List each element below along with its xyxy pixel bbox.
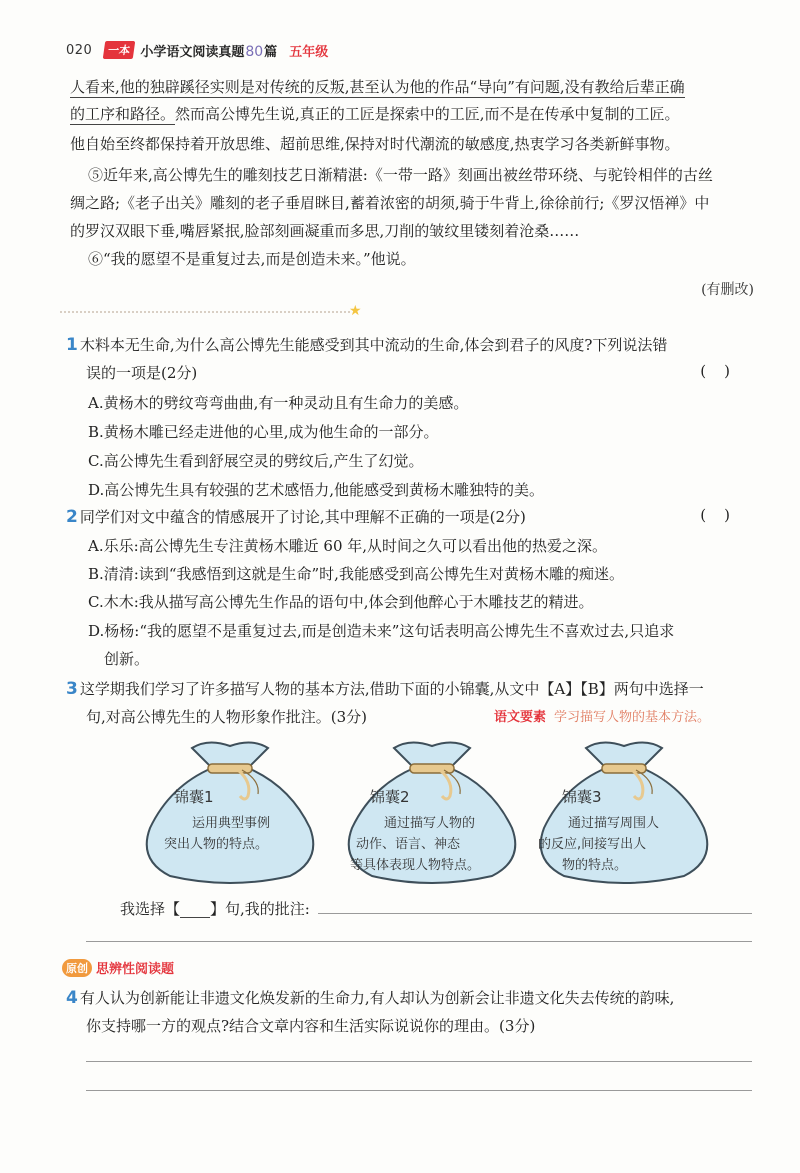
page-number: 020	[66, 42, 93, 58]
star-icon: ★	[349, 303, 362, 319]
section-divider	[60, 311, 350, 313]
tip-bag-2	[332, 736, 532, 884]
underlined-text: 人看来,他的独辟蹊径实则是对传统的反叛,甚至认为他的作品“导向”有问题,没有教给后辈正确	[70, 78, 685, 96]
requirement-note	[494, 706, 710, 725]
question-2-stem	[66, 506, 526, 528]
question-3-stem	[66, 678, 704, 700]
question-number: 4	[66, 988, 78, 1008]
option-c: C.木木:我从描写高公博先生作品的语句中,体会到他醉心于木雕技艺的精进。	[88, 593, 594, 611]
option-d: D.杨杨:“我的愿望不是重复过去,而是创造未来”这句话表明高公博先生不喜欢过去,只追求	[88, 622, 675, 640]
question-text: 木料本无生命,为什么高公博先生能感受到其中流动的生命,体会到君子的风度?下列说法错	[79, 336, 668, 354]
question-4-stem-2: 你支持哪一方的观点?结合文章内容和生活实际说说你的理由。(3分)	[86, 1017, 536, 1035]
tip-bag-1	[130, 736, 330, 884]
question-number: 2	[66, 507, 78, 527]
answer-line[interactable]	[86, 1090, 752, 1091]
tip-bag-3	[524, 736, 724, 884]
option-c: C.高公博先生看到舒展空灵的劈纹后,产生了幻觉。	[88, 452, 424, 470]
answer-line[interactable]	[86, 1061, 752, 1062]
choice-blank[interactable]	[180, 903, 210, 918]
requirement-tag: 语文要素	[494, 710, 547, 725]
grade-label: 五年级	[289, 44, 329, 60]
passage-line	[70, 220, 579, 242]
series-prefix: 小学语文阅读真题	[140, 44, 245, 60]
question-number: 1	[66, 335, 78, 355]
bag-title: 锦囊3	[562, 788, 602, 806]
passage-text: 绸之路;《老子出关》雕刻的老子垂眉眯目,蓄着浓密的胡须,骑于牛背上,徐徐前行;《罗汉悟禅》中	[70, 194, 710, 212]
passage-text: ⑤近年来,高公博先生的雕刻技艺日渐精湛:《一带一路》刻画出被丝带环绕、与驼铃相伴的古丝	[88, 166, 713, 184]
option-a: A.黄杨木的劈纹弯弯曲曲,有一种灵动且有生命力的美感。	[88, 394, 469, 412]
option-d: D.高公博先生具有较强的艺术感悟力,他能感受到黄杨木雕独特的美。	[88, 481, 545, 499]
series-count: 80	[245, 43, 264, 60]
bag-line: 运用典型事例	[192, 816, 271, 831]
passage-line	[70, 192, 709, 214]
question-1-stem	[66, 334, 667, 356]
original-badge: 原创	[62, 959, 92, 977]
bag-line: 等具体表现人物特点。	[350, 858, 481, 873]
question-text: 同学们对文中蕴含的情感展开了讨论,其中理解不正确的一项是(2分)	[79, 508, 526, 526]
question-text: 这学期我们学习了许多描写人物的基本方法,借助下面的小锦囊,从文中【A】【B】两句中选择一	[79, 680, 704, 698]
answer-bracket[interactable]: ()	[700, 362, 748, 380]
question-4-stem	[66, 987, 674, 1009]
option-b: B.清清:读到“我感悟到这就是生命”时,我能感受到高公博先生对黄杨木雕的痴迷。	[88, 565, 624, 583]
question-3-stem-2: 句,对高公博先生的人物形象作批注。(3分)	[86, 708, 368, 726]
option-a: A.乐乐:高公博先生专注黄杨木雕近 60 年,从时间之久可以看出他的热爱之深。	[88, 537, 608, 555]
page-header	[66, 40, 328, 60]
bag-line: 动作、语言、神态	[356, 837, 461, 852]
answer-line[interactable]	[318, 913, 752, 914]
passage-line	[88, 164, 713, 186]
passage-text: 的罗汉双眼下垂,嘴唇紧抿,脸部刻画凝重而多思,刀削的皱纹里镂刻着沧桑……	[70, 222, 580, 240]
underlined-text: 的工序和路径。	[70, 105, 176, 123]
option-b: B.黄杨木雕已经走进他的心里,成为他生命的一部分。	[88, 423, 439, 441]
requirement-text: 学习描写人物的基本方法。	[554, 710, 711, 725]
passage-line	[70, 76, 685, 98]
question-number: 3	[66, 679, 78, 699]
section-header	[62, 958, 174, 977]
answer-line[interactable]	[86, 941, 752, 942]
passage-line	[70, 133, 680, 155]
passage-text: 他自始至终都保持着开放思维、超前思维,保持对时代潮流的敏感度,热衷学习各类新鲜事物。	[70, 135, 680, 153]
bag-line: 突出人物的特点。	[164, 837, 269, 852]
bag-line: 的反应,间接写出人	[538, 837, 647, 852]
bag-line: 通过描写人物的	[384, 816, 476, 831]
passage-text: 然而高公博先生说,真正的工匠是探索中的工匠,而不是在传承中复制的工匠。	[175, 105, 680, 123]
bag-line: 通过描写周围人	[568, 816, 660, 831]
bag-line: 物的特点。	[562, 858, 628, 873]
bag-title: 锦囊2	[370, 788, 410, 806]
series-title	[140, 41, 277, 60]
question-text: 有人认为创新能让非遗文化焕发新的生命力,有人却认为创新会让非遗文化失去传统的韵味,	[79, 989, 675, 1007]
question-1-stem-2: 误的一项是(2分)	[86, 364, 198, 382]
choose-prefix: 我选择【	[120, 900, 181, 918]
passage-line	[70, 103, 680, 125]
bag-title: 锦囊1	[174, 788, 214, 806]
answer-bracket[interactable]: ()	[700, 506, 748, 524]
series-suffix: 篇	[264, 44, 278, 60]
section-title: 思辨性阅读题	[96, 962, 175, 977]
passage-line	[88, 248, 416, 270]
brand-logo: 一本	[103, 41, 136, 59]
passage-text: ⑥“我的愿望不是重复过去,而是创造未来。”他说。	[88, 250, 416, 268]
choose-suffix: 】句,我的批注:	[210, 900, 310, 918]
abridged-note: (有删改)	[701, 282, 754, 298]
choose-line	[120, 898, 310, 919]
bag-icon	[130, 736, 330, 884]
option-d-cont: 创新。	[104, 650, 150, 668]
